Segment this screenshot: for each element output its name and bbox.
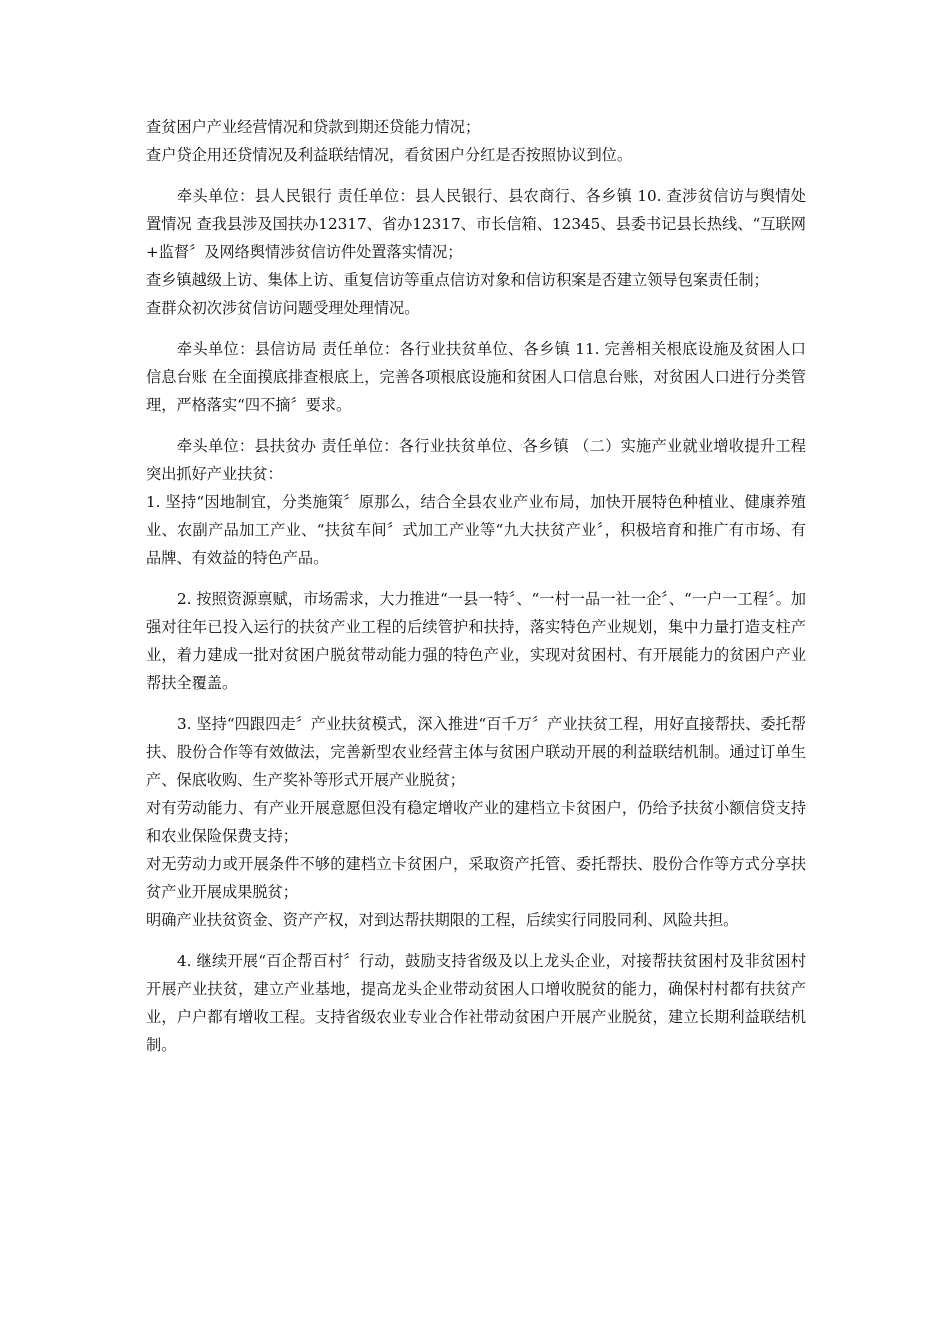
paragraph-7: 牵头单位：县扶贫办 责任单位：各行业扶贫单位、各乡镇 （二）实施产业就业增收提升工程 突出抓好产业扶贫： (146, 437, 806, 483)
paragraph-2: 查户贷企用还贷情况及利益联结情况，看贫困户分红是否按照协议到位。 (146, 146, 632, 164)
paragraph-3: 牵头单位：县人民银行 责任单位：县人民银行、县农商行、各乡镇 10. 查涉贫信访与舆情处置情况 查我县涉及国扶办12317、省办12317、市长信箱、12345、县委书记县长热线、“互联网+监督〞及网络舆情涉贫信访件处置落实情况； (146, 187, 806, 261)
paragraph-5: 查群众初次涉贫信访问题受理处理情况。 (146, 299, 420, 317)
paragraph-6: 牵头单位：县信访局 责任单位：各行业扶贫单位、各乡镇 11. 完善相关根底设施及贫困人口信息台账 在全面摸底排查根底上，完善各项根底设施和贫困人口信息台账，对贫困人口进行分类管理，严格落实“四不摘〞要求。 (146, 340, 806, 414)
paragraph-4: 查乡镇越级上访、集体上访、重复信访等重点信访对象和信访积案是否建立领导包案责任制； (146, 271, 769, 289)
paragraph-11: 对有劳动能力、有产业开展意愿但没有稳定增收产业的建档立卡贫困户，仍给予扶贫小额信贷支持和农业保险保费支持； (146, 799, 806, 845)
paragraph-10: 3. 坚持“四跟四走〞产业扶贫模式，深入推进“百千万〞产业扶贫工程，用好直接帮扶、委托帮扶、股份合作等有效做法，完善新型农业经营主体与贫困户联动开展的利益联结机制。通过订单生产、保底收购、生产奖补等形式开展产业脱贫； (146, 715, 806, 789)
paragraph-12: 对无劳动力或开展条件不够的建档立卡贫困户，采取资产托管、委托帮扶、股份合作等方式分享扶贫产业开展成果脱贫； (146, 855, 806, 901)
paragraph-1: 查贫困户产业经营情况和贷款到期还贷能力情况； (146, 118, 481, 136)
paragraph-9: 2. 按照资源禀赋，市场需求，大力推进“一县一特〞、“一村一品一社一企〞、“一户一工程〞。加强对往年已投入运行的扶贫产业工程的后续管护和扶持，落实特色产业规划，集中力量打造支柱产业，着力建成一批对贫困户脱贫带动能力强的特色产业，实现对贫困村、有开展能力的贫困户产业帮扶全覆盖。 (146, 590, 806, 692)
paragraph-13: 明确产业扶贫资金、资产产权，对到达帮扶期限的工程，后续实行同股同利、风险共担。 (146, 911, 739, 929)
paragraph-14: 4. 继续开展“百企帮百村〞行动，鼓励支持省级及以上龙头企业，对接帮扶贫困村及非贫困村开展产业扶贫，建立产业基地，提高龙头企业带动贫困人口增收脱贫的能力，确保村村都有扶贫产业，户户都有增收工程。支持省级农业专业合作社带动贫困户开展产业脱贫，建立长期利益联结机制。 (146, 952, 806, 1054)
document-body (146, 113, 806, 1059)
paragraph-8: 1. 坚持“因地制宜，分类施策〞原那么，结合全县农业产业布局，加快开展特色种植业、健康养殖业、农副产品加工产业、“扶贫车间〞式加工产业等“九大扶贫产业〞，积极培育和推广有市场、有品牌、有效益的特色产品。 (146, 493, 806, 567)
